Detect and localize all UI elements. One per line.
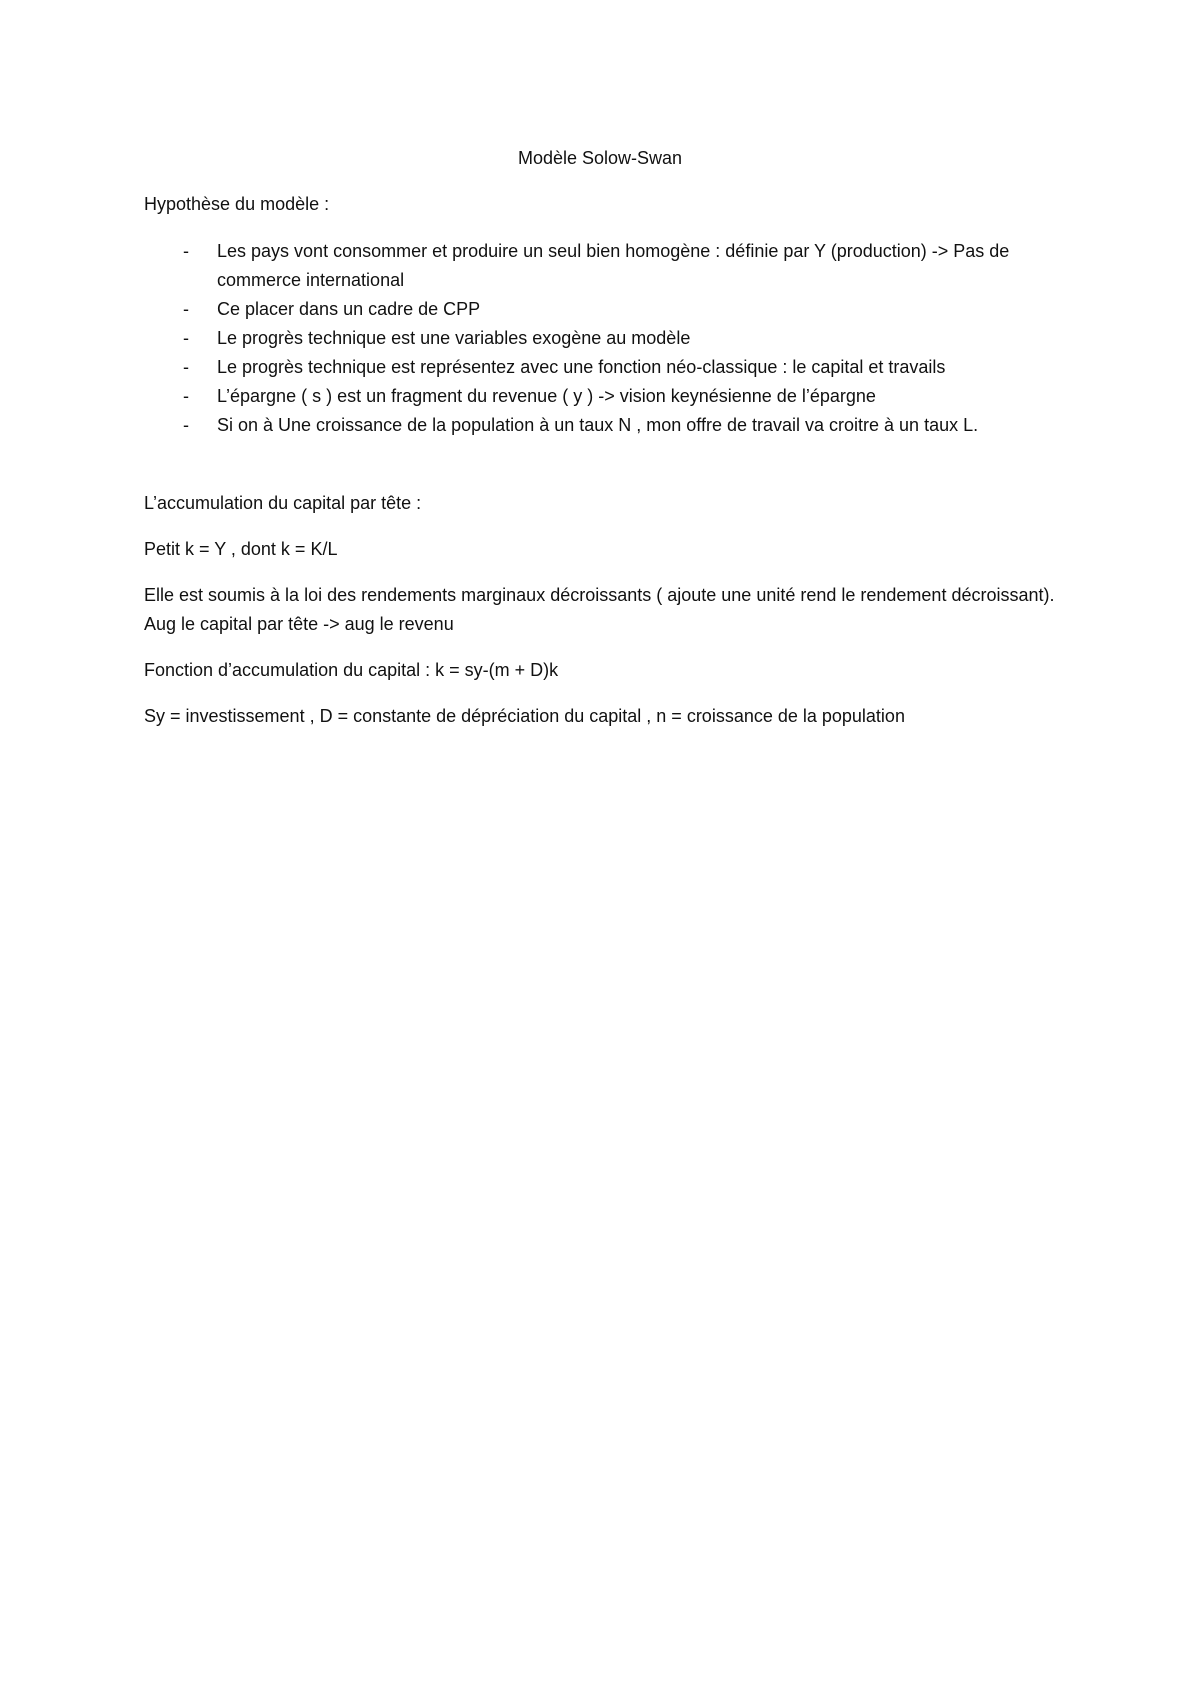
list-item	[144, 411, 1064, 440]
petit-k-formula: Petit k = Y , dont k = K/L	[144, 539, 338, 559]
list-item-text: Le progrès technique est une variables exogène au modèle	[217, 328, 691, 348]
bullet-marker: -	[183, 328, 189, 348]
accumulation-function: Fonction d’accumulation du capital : k = sy-(m + D)k	[144, 660, 559, 680]
list-item	[144, 353, 1064, 382]
list-item	[144, 324, 1064, 353]
bullet-marker: -	[183, 386, 189, 406]
bullet-marker: -	[183, 241, 189, 261]
list-item-text: Les pays vont consommer et produire un seul bien homogène : définie par Y (production) -> Pas de commerce international	[217, 241, 1010, 290]
bullet-marker: -	[183, 357, 189, 377]
list-item	[144, 382, 1064, 411]
accumulation-heading: L’accumulation du capital par tête :	[144, 493, 422, 513]
hypotheses-heading: Hypothèse du modèle :	[144, 194, 330, 214]
hypotheses-list	[144, 237, 1064, 440]
definitions-paragraph: Sy = investissement , D = constante de dépréciation du capital , n = croissance de la population	[144, 706, 905, 726]
bullet-marker: -	[183, 299, 189, 319]
list-item-text: Ce placer dans un cadre de CPP	[217, 299, 481, 319]
document-title: Modèle Solow-Swan	[517, 148, 683, 168]
list-item	[144, 237, 1064, 295]
list-item	[144, 295, 1064, 324]
list-item-text: Le progrès technique est représentez avec une fonction néo-classique : le capital et travails	[217, 357, 946, 377]
rendements-paragraph: Elle est soumis à la loi des rendements marginaux décroissants ( ajoute une unité rend le rendement décroissant). Aug le capital par tête -> aug le revenu	[144, 585, 1055, 634]
list-item-text: Si on à Une croissance de la population à un taux N , mon offre de travail va croitre à un taux L.	[217, 415, 979, 435]
bullet-marker: -	[183, 415, 189, 435]
list-item-text: L’épargne ( s ) est un fragment du revenue ( y ) -> vision keynésienne de l’épargne	[217, 386, 876, 406]
